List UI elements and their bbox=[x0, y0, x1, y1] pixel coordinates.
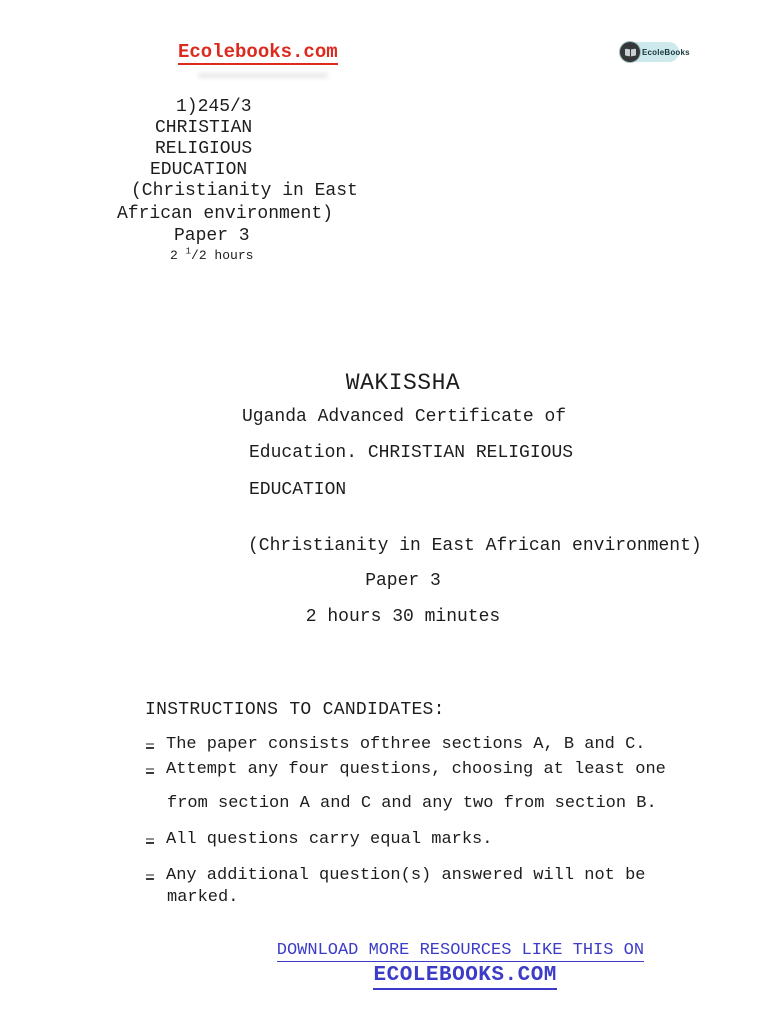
title-line: Uganda Advanced Certificate of bbox=[242, 407, 567, 427]
duration-label: 2 hours 30 minutes bbox=[305, 607, 501, 627]
subject-line: (Christianity in East African environment) bbox=[248, 536, 702, 556]
instruction-item bbox=[146, 866, 645, 886]
board-name: WAKISSHA bbox=[345, 370, 461, 396]
paper-number: Paper 3 bbox=[174, 226, 250, 246]
instruction-line: from section A and C and any two from section B. bbox=[167, 794, 657, 813]
ecolebooks-logo bbox=[621, 42, 690, 62]
footer-link-site[interactable]: ECOLEBOOKS.COM bbox=[112, 940, 768, 1012]
exam-header-line: (Christianity in East bbox=[131, 181, 358, 201]
site-link[interactable]: Ecolebooks.com bbox=[178, 41, 338, 63]
instruction-line: marked. bbox=[167, 888, 239, 907]
exam-duration: 2 $^1$/2 hours bbox=[170, 246, 254, 263]
logo-text: EcoleBooks bbox=[642, 47, 690, 57]
title-line: EDUCATION bbox=[249, 480, 347, 500]
instruction-line: The paper consists ofthree sections A, B and C. bbox=[166, 735, 646, 754]
exam-header-line: RELIGIOUS bbox=[155, 139, 253, 159]
bullet-dash-icon bbox=[146, 838, 154, 844]
instruction-item bbox=[146, 830, 492, 850]
book-icon bbox=[620, 42, 640, 62]
bullet-dash-icon bbox=[146, 768, 154, 774]
instruction-line: All questions carry equal marks. bbox=[166, 830, 493, 849]
instruction-item bbox=[146, 760, 666, 780]
bullet-dash-icon bbox=[146, 743, 154, 749]
instruction-item bbox=[146, 735, 645, 755]
exam-code-line: 1)245/3 bbox=[176, 97, 252, 117]
exam-header-line: African environment) bbox=[117, 204, 334, 224]
footer-link-text[interactable]: DOWNLOAD MORE RESOURCES LIKE THIS ON bbox=[276, 941, 645, 960]
scan-artifact bbox=[198, 73, 328, 78]
title-line: Education. CHRISTIAN RELIGIOUS bbox=[249, 443, 574, 463]
instructions-heading: INSTRUCTIONS TO CANDIDATES: bbox=[145, 700, 445, 720]
bullet-dash-icon bbox=[146, 874, 154, 880]
exam-header-line: EDUCATION bbox=[150, 160, 248, 180]
instruction-line: Any additional question(s) answered will not be bbox=[166, 866, 646, 885]
paper-label: Paper 3 bbox=[365, 571, 441, 591]
instruction-line: Attempt any four questions, choosing at least one bbox=[166, 760, 666, 779]
exam-header-line: CHRISTIAN bbox=[155, 118, 253, 138]
